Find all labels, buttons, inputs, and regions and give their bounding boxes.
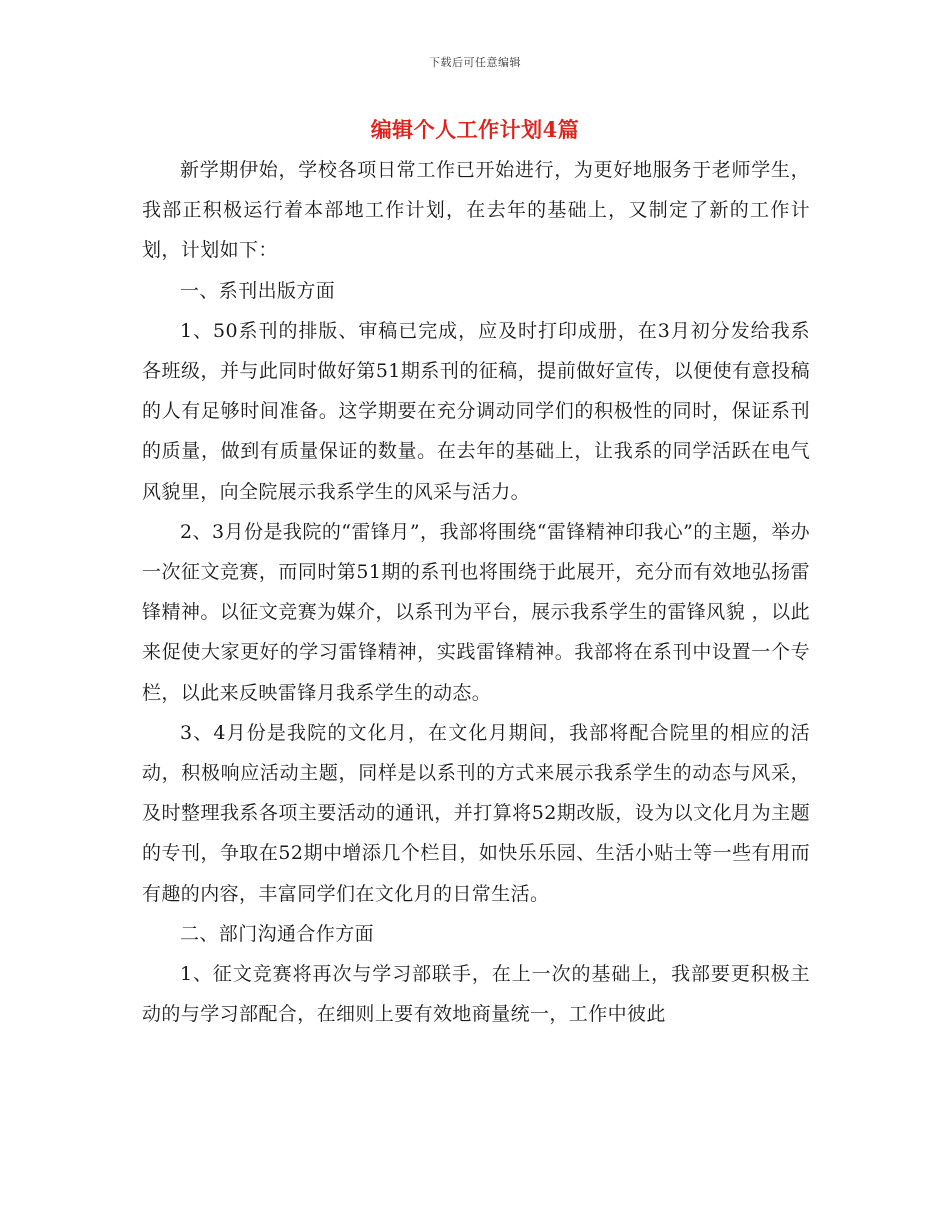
paragraph-intro: 新学期伊始，学校各项日常工作已开始进行，为更好地服务于老师学生，我部正积极运行着本部地工作计划，在去年的基础上，又制定了新的工作计划，计划如下： [142,159,810,262]
document-body [142,150,810,1034]
document-title: 编辑个人工作计划4篇 [370,117,580,142]
paragraph-item-3: 3、4月份是我院的文化月，在文化月期间，我部将配合院里的相应的活动，积极响应活动主题，同样是以系刊的方式来展示我系学生的动态与风采，及时整理我系各项主要活动的通讯，并打算将52期改版，设为以文化月为主题的专刊，争取在52期中增添几个栏目，如快乐乐园、生活小贴士等一些有用而有趣的内容，丰富同学们在文化月的日常生活。 [142,721,810,905]
section-heading-publication: 一、系刊出版方面 [180,279,336,302]
page-header-note: 下载后可任意编辑 [429,56,521,69]
paragraph-item-2: 2、3月份是我院的“雷锋月”，我部将围绕“雷锋精神印我心”的主题，举办一次征文竞赛，而同时第51期的系刊也将围绕于此展开，充分而有效地弘扬雷锋精神。以征文竞赛为媒介，以系刊为平台，展示我系学生的雷锋风貌 ，以此来促使大家更好的学习雷锋精神，实践雷锋精神。我部将在系刊中设置一个专栏，以此来反映雷锋月我系学生的动态。 [142,520,810,704]
paragraph-item-1: 1、50系刊的排版、审稿已完成，应及时打印成册，在3月初分发给我系各班级，并与此同时做好第51期系刊的征稿，提前做好宣传，以便使有意投稿的人有足够时间准备。这学期要在充分调动同学们的积极性的同时，保证系刊的质量，做到有质量保证的数量。在去年的基础上，让我系的同学活跃在电气风貌里，向全院展示我系学生的风采与活力。 [142,319,810,503]
paragraph-cooperation-1: 1、征文竞赛将再次与学习部联手，在上一次的基础上，我部要更积极主动的与学习部配合，在细则上要有效地商量统一，工作中彼此 [142,963,810,1026]
section-heading-cooperation: 二、部门沟通合作方面 [180,922,375,945]
